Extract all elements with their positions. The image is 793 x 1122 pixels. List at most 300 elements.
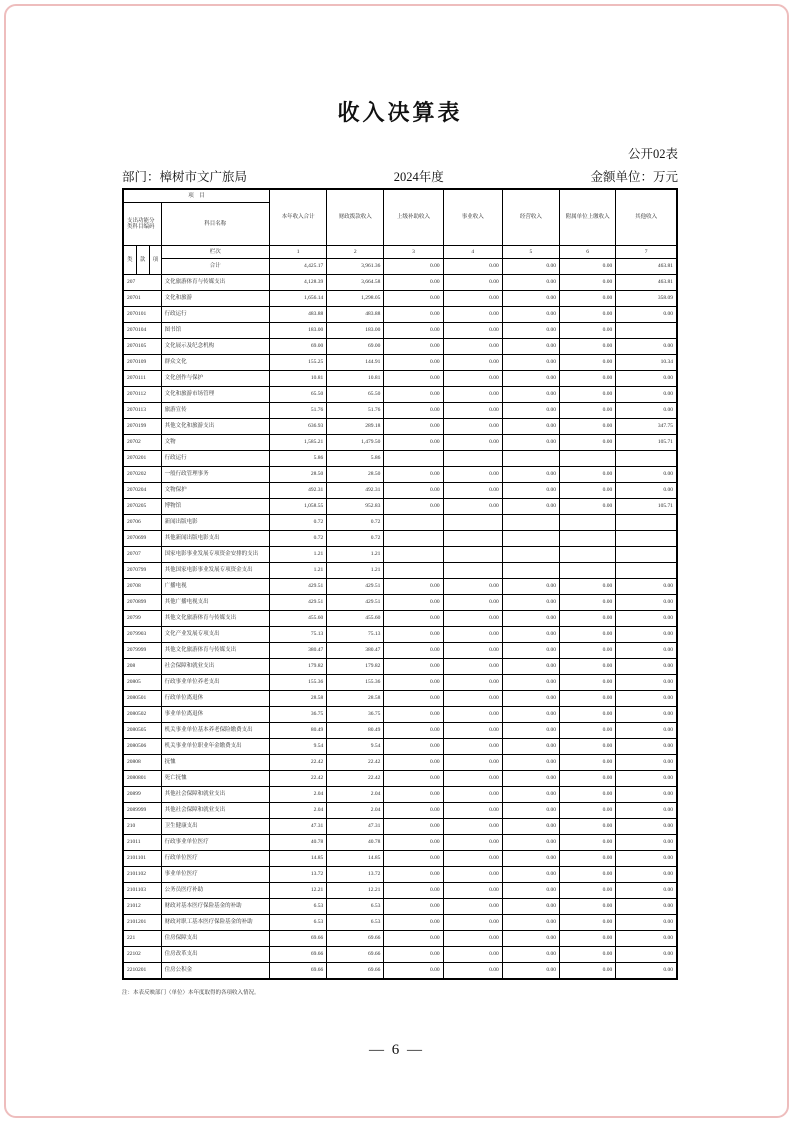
value-col-4: 0.00 bbox=[443, 851, 502, 867]
subject-name: 文化旅游体育与传媒支出 bbox=[161, 275, 269, 291]
subject-code: 2210201 bbox=[123, 963, 161, 980]
value-col-6: 0.00 bbox=[560, 947, 616, 963]
value-col-3: 0.00 bbox=[384, 339, 443, 355]
value-col-1: 13.72 bbox=[269, 867, 326, 883]
value-col-4: 0.00 bbox=[443, 755, 502, 771]
subject-code: 2070205 bbox=[123, 499, 161, 515]
revenue-table bbox=[122, 188, 678, 980]
value-col-5: 0.00 bbox=[502, 659, 559, 675]
value-col-7: 0.00 bbox=[616, 483, 677, 499]
subject-code: 2079999 bbox=[123, 643, 161, 659]
value-col-1: 12.21 bbox=[269, 883, 326, 899]
value-col-7: 0.00 bbox=[616, 307, 677, 323]
table-row bbox=[123, 627, 677, 643]
value-col-1: 6.53 bbox=[269, 899, 326, 915]
value-col-3: 0.00 bbox=[384, 499, 443, 515]
value-col-1: 14.85 bbox=[269, 851, 326, 867]
subject-code: 2080502 bbox=[123, 707, 161, 723]
value-col-7: 0.00 bbox=[616, 771, 677, 787]
subject-name: 其他社会保障和就业支出 bbox=[161, 787, 269, 803]
subject-code: 2070899 bbox=[123, 595, 161, 611]
value-col-5: 0.00 bbox=[502, 483, 559, 499]
value-col-5: 0.00 bbox=[502, 787, 559, 803]
value-col-1: 429.51 bbox=[269, 595, 326, 611]
value-col-6: 0.00 bbox=[560, 931, 616, 947]
value-col-5: 0.00 bbox=[502, 691, 559, 707]
value-col-4: 0.00 bbox=[443, 627, 502, 643]
value-col-3: 0.00 bbox=[384, 899, 443, 915]
value-col-2: 483.88 bbox=[327, 307, 384, 323]
column-number-1: 1 bbox=[269, 246, 326, 259]
subject-code: 2070109 bbox=[123, 355, 161, 371]
subject-name: 群众文化 bbox=[161, 355, 269, 371]
subject-code: 2070101 bbox=[123, 307, 161, 323]
value-col-2: 36.75 bbox=[327, 707, 384, 723]
subject-code: 20706 bbox=[123, 515, 161, 531]
subject-code: 2070199 bbox=[123, 419, 161, 435]
value-col-6: 0.00 bbox=[560, 579, 616, 595]
value-col-6: 0.00 bbox=[560, 851, 616, 867]
value-col-7: 0.00 bbox=[616, 899, 677, 915]
value-col-1: 2.04 bbox=[269, 787, 326, 803]
value-col-2: 144.91 bbox=[327, 355, 384, 371]
value-col-5: 0.00 bbox=[502, 723, 559, 739]
table-row bbox=[123, 899, 677, 915]
column-number-3: 3 bbox=[384, 246, 443, 259]
value-col-5: 0.00 bbox=[502, 931, 559, 947]
value-col-3: 0.00 bbox=[384, 483, 443, 499]
value-col-6: 0.00 bbox=[560, 787, 616, 803]
value-col-4: 0.00 bbox=[443, 803, 502, 819]
value-col-2: 0.72 bbox=[327, 515, 384, 531]
corner-item-label: 项 目 bbox=[123, 189, 269, 203]
subject-name: 文物保护 bbox=[161, 483, 269, 499]
value-col-6: 0.00 bbox=[560, 499, 616, 515]
value-col-3 bbox=[384, 547, 443, 563]
value-col-2: 6.53 bbox=[327, 915, 384, 931]
value-col-7: 0.00 bbox=[616, 403, 677, 419]
value-col-3: 0.00 bbox=[384, 739, 443, 755]
value-col-6: 0.00 bbox=[560, 723, 616, 739]
table-row bbox=[123, 435, 677, 451]
value-col-4: 0.00 bbox=[443, 467, 502, 483]
value-col-6: 0.00 bbox=[560, 963, 616, 980]
value-col-5: 0.00 bbox=[502, 627, 559, 643]
value-col-5: 0.00 bbox=[502, 755, 559, 771]
subject-name: 文化和旅游 bbox=[161, 291, 269, 307]
value-col-7: 105.71 bbox=[616, 499, 677, 515]
table-row bbox=[123, 515, 677, 531]
total-row bbox=[123, 259, 677, 275]
value-col-4: 0.00 bbox=[443, 403, 502, 419]
subject-name: 行政单位医疗 bbox=[161, 851, 269, 867]
value-col-4: 0.00 bbox=[443, 371, 502, 387]
value-col-2: 2.04 bbox=[327, 787, 384, 803]
subject-code: 221 bbox=[123, 931, 161, 947]
value-col-4: 0.00 bbox=[443, 611, 502, 627]
value-col-5: 0.00 bbox=[502, 867, 559, 883]
value-col-4: 0.00 bbox=[443, 723, 502, 739]
table-row bbox=[123, 339, 677, 355]
value-col-3: 0.00 bbox=[384, 419, 443, 435]
value-col-6: 0.00 bbox=[560, 659, 616, 675]
table-row bbox=[123, 323, 677, 339]
column-header-7: 其他收入 bbox=[616, 189, 677, 246]
value-col-2: 455.60 bbox=[327, 611, 384, 627]
value-col-2: 2.04 bbox=[327, 803, 384, 819]
subject-code: 20707 bbox=[123, 547, 161, 563]
value-col-6: 0.00 bbox=[560, 819, 616, 835]
value-col-6: 0.00 bbox=[560, 307, 616, 323]
value-col-3: 0.00 bbox=[384, 675, 443, 691]
subject-name: 住房公积金 bbox=[161, 963, 269, 980]
subject-code: 2101101 bbox=[123, 851, 161, 867]
subject-name: 卫生健康支出 bbox=[161, 819, 269, 835]
value-col-7: 0.00 bbox=[616, 659, 677, 675]
amount-unit-label: 金额单位：万元 bbox=[590, 170, 678, 184]
table-row bbox=[123, 387, 677, 403]
subject-code: 2070699 bbox=[123, 531, 161, 547]
value-col-7: 0.00 bbox=[616, 387, 677, 403]
subject-name: 文化和旅游市场管理 bbox=[161, 387, 269, 403]
value-col-1: 492.31 bbox=[269, 483, 326, 499]
value-col-7: 0.00 bbox=[616, 643, 677, 659]
value-col-1: 1.21 bbox=[269, 563, 326, 579]
subject-name: 行政事业单位医疗 bbox=[161, 835, 269, 851]
value-col-5: 0.00 bbox=[502, 707, 559, 723]
table-row bbox=[123, 755, 677, 771]
subject-name: 一般行政管理事务 bbox=[161, 467, 269, 483]
value-col-6: 0.00 bbox=[560, 435, 616, 451]
value-col-7: 0.00 bbox=[616, 691, 677, 707]
value-col-4: 0.00 bbox=[443, 291, 502, 307]
value-col-1: 69.00 bbox=[269, 339, 326, 355]
subject-code: 2070799 bbox=[123, 563, 161, 579]
value-col-3: 0.00 bbox=[384, 291, 443, 307]
subject-code: 20799 bbox=[123, 611, 161, 627]
value-col-3: 0.00 bbox=[384, 467, 443, 483]
class-label: 类 bbox=[123, 246, 136, 275]
total-value-7: 463.81 bbox=[616, 259, 677, 275]
value-col-2: 69.66 bbox=[327, 931, 384, 947]
value-col-2: 492.31 bbox=[327, 483, 384, 499]
table-row bbox=[123, 851, 677, 867]
section-label: 款 bbox=[136, 246, 149, 275]
value-col-4 bbox=[443, 531, 502, 547]
value-col-3: 0.00 bbox=[384, 755, 443, 771]
table-row bbox=[123, 915, 677, 931]
value-col-5: 0.00 bbox=[502, 419, 559, 435]
value-col-4: 0.00 bbox=[443, 739, 502, 755]
value-col-7 bbox=[616, 531, 677, 547]
subject-code: 2070202 bbox=[123, 467, 161, 483]
subject-code: 2070105 bbox=[123, 339, 161, 355]
subject-name: 事业单位医疗 bbox=[161, 867, 269, 883]
table-code-label: 公开02表 bbox=[627, 147, 678, 161]
value-col-1: 1,585.21 bbox=[269, 435, 326, 451]
value-col-1: 10.81 bbox=[269, 371, 326, 387]
value-col-3 bbox=[384, 451, 443, 467]
subject-name: 博物馆 bbox=[161, 499, 269, 515]
column-number-6: 6 bbox=[560, 246, 616, 259]
value-col-3: 0.00 bbox=[384, 915, 443, 931]
value-col-1: 22.42 bbox=[269, 771, 326, 787]
table-row bbox=[123, 739, 677, 755]
value-col-4: 0.00 bbox=[443, 691, 502, 707]
value-col-6: 0.00 bbox=[560, 675, 616, 691]
value-col-7: 0.00 bbox=[616, 787, 677, 803]
value-col-6: 0.00 bbox=[560, 387, 616, 403]
subject-name: 新闻出版电影 bbox=[161, 515, 269, 531]
table-row bbox=[123, 819, 677, 835]
total-value-3: 0.00 bbox=[384, 259, 443, 275]
value-col-3: 0.00 bbox=[384, 803, 443, 819]
subject-code: 2070112 bbox=[123, 387, 161, 403]
value-col-6: 0.00 bbox=[560, 867, 616, 883]
value-col-6 bbox=[560, 451, 616, 467]
table-row bbox=[123, 563, 677, 579]
value-col-2: 1.21 bbox=[327, 563, 384, 579]
value-col-5: 0.00 bbox=[502, 739, 559, 755]
value-col-1: 22.42 bbox=[269, 755, 326, 771]
value-col-2: 155.36 bbox=[327, 675, 384, 691]
value-col-5: 0.00 bbox=[502, 387, 559, 403]
subject-code: 20708 bbox=[123, 579, 161, 595]
value-col-4: 0.00 bbox=[443, 339, 502, 355]
table-row bbox=[123, 451, 677, 467]
value-col-1: 1,656.14 bbox=[269, 291, 326, 307]
value-col-1: 6.53 bbox=[269, 915, 326, 931]
value-col-2: 47.31 bbox=[327, 819, 384, 835]
subject-code: 20702 bbox=[123, 435, 161, 451]
value-col-5 bbox=[502, 515, 559, 531]
column-number-5: 5 bbox=[502, 246, 559, 259]
total-value-6: 0.00 bbox=[560, 259, 616, 275]
subject-name: 机关事业单位职业年金缴费支出 bbox=[161, 739, 269, 755]
table-row bbox=[123, 275, 677, 291]
value-col-4: 0.00 bbox=[443, 867, 502, 883]
value-col-5: 0.00 bbox=[502, 403, 559, 419]
value-col-2: 80.49 bbox=[327, 723, 384, 739]
value-col-4: 0.00 bbox=[443, 275, 502, 291]
value-col-3 bbox=[384, 515, 443, 531]
subject-name: 其他文化旅游体育与传媒支出 bbox=[161, 611, 269, 627]
value-col-3: 0.00 bbox=[384, 307, 443, 323]
function-code-label: 支出功能分 类科目编码 bbox=[123, 203, 161, 246]
value-col-6: 0.00 bbox=[560, 403, 616, 419]
subject-code: 2070104 bbox=[123, 323, 161, 339]
value-col-5 bbox=[502, 563, 559, 579]
subject-code: 208 bbox=[123, 659, 161, 675]
value-col-5: 0.00 bbox=[502, 595, 559, 611]
subject-code: 2080501 bbox=[123, 691, 161, 707]
value-col-5: 0.00 bbox=[502, 579, 559, 595]
table-row bbox=[123, 291, 677, 307]
value-col-3 bbox=[384, 563, 443, 579]
value-col-4 bbox=[443, 547, 502, 563]
value-col-2: 13.72 bbox=[327, 867, 384, 883]
subject-name-label: 科目名称 bbox=[161, 203, 269, 246]
column-header-4: 事业收入 bbox=[443, 189, 502, 246]
column-number-4: 4 bbox=[443, 246, 502, 259]
header-row-1 bbox=[123, 189, 677, 203]
value-col-3: 0.00 bbox=[384, 323, 443, 339]
value-col-1: 2.04 bbox=[269, 803, 326, 819]
value-col-4: 0.00 bbox=[443, 675, 502, 691]
value-col-1: 36.75 bbox=[269, 707, 326, 723]
value-col-3: 0.00 bbox=[384, 883, 443, 899]
value-col-7: 0.00 bbox=[616, 819, 677, 835]
value-col-4: 0.00 bbox=[443, 579, 502, 595]
value-col-1: 5.86 bbox=[269, 451, 326, 467]
value-col-7: 0.00 bbox=[616, 707, 677, 723]
subject-name: 文化产业发展专项支出 bbox=[161, 627, 269, 643]
subject-code: 2070111 bbox=[123, 371, 161, 387]
value-col-7: 0.00 bbox=[616, 883, 677, 899]
value-col-2: 65.50 bbox=[327, 387, 384, 403]
value-col-5: 0.00 bbox=[502, 675, 559, 691]
value-col-2: 69.00 bbox=[327, 339, 384, 355]
table-row bbox=[123, 963, 677, 980]
value-col-1: 51.76 bbox=[269, 403, 326, 419]
value-col-1: 0.72 bbox=[269, 515, 326, 531]
table-row bbox=[123, 931, 677, 947]
value-col-1: 28.58 bbox=[269, 691, 326, 707]
value-col-3: 0.00 bbox=[384, 867, 443, 883]
value-col-6: 0.00 bbox=[560, 595, 616, 611]
value-col-2: 22.42 bbox=[327, 771, 384, 787]
value-col-5: 0.00 bbox=[502, 803, 559, 819]
subject-code: 20701 bbox=[123, 291, 161, 307]
subject-name: 住房保障支出 bbox=[161, 931, 269, 947]
value-col-4: 0.00 bbox=[443, 883, 502, 899]
value-col-6: 0.00 bbox=[560, 355, 616, 371]
value-col-7: 0.00 bbox=[616, 579, 677, 595]
value-col-2: 429.51 bbox=[327, 579, 384, 595]
table-row bbox=[123, 867, 677, 883]
table-row bbox=[123, 659, 677, 675]
column-header-1: 本年收入合计 bbox=[269, 189, 326, 246]
value-col-7: 0.00 bbox=[616, 371, 677, 387]
value-col-7 bbox=[616, 515, 677, 531]
subject-name: 国家电影事业发展专项资金安排的支出 bbox=[161, 547, 269, 563]
total-value-4: 0.00 bbox=[443, 259, 502, 275]
value-col-7: 0.00 bbox=[616, 627, 677, 643]
subject-name: 住房改革支出 bbox=[161, 947, 269, 963]
value-col-3: 0.00 bbox=[384, 595, 443, 611]
value-col-3: 0.00 bbox=[384, 579, 443, 595]
value-col-3: 0.00 bbox=[384, 275, 443, 291]
table-row bbox=[123, 547, 677, 563]
department-label: 部门：樟树市文广旅局 bbox=[122, 170, 248, 184]
value-col-1: 65.50 bbox=[269, 387, 326, 403]
column-header-2: 财政拨款收入 bbox=[327, 189, 384, 246]
subject-name: 行政单位离退休 bbox=[161, 691, 269, 707]
value-col-6: 0.00 bbox=[560, 627, 616, 643]
value-col-1: 155.25 bbox=[269, 355, 326, 371]
value-col-5: 0.00 bbox=[502, 435, 559, 451]
table-meta-row bbox=[122, 167, 678, 185]
subject-code: 2079903 bbox=[123, 627, 161, 643]
value-col-7: 0.00 bbox=[616, 851, 677, 867]
value-col-1: 47.31 bbox=[269, 819, 326, 835]
subject-code: 2101103 bbox=[123, 883, 161, 899]
value-col-5: 0.00 bbox=[502, 323, 559, 339]
value-col-6: 0.00 bbox=[560, 483, 616, 499]
value-col-4: 0.00 bbox=[443, 435, 502, 451]
table-row bbox=[123, 499, 677, 515]
value-col-2: 69.66 bbox=[327, 947, 384, 963]
value-col-5: 0.00 bbox=[502, 275, 559, 291]
value-col-4 bbox=[443, 563, 502, 579]
value-col-6 bbox=[560, 515, 616, 531]
value-col-5: 0.00 bbox=[502, 819, 559, 835]
value-col-3 bbox=[384, 531, 443, 547]
subject-code: 21012 bbox=[123, 899, 161, 915]
subject-code: 207 bbox=[123, 275, 161, 291]
table-row bbox=[123, 883, 677, 899]
value-col-7: 358.09 bbox=[616, 291, 677, 307]
value-col-2: 5.86 bbox=[327, 451, 384, 467]
value-col-6: 0.00 bbox=[560, 339, 616, 355]
value-col-1: 9.54 bbox=[269, 739, 326, 755]
table-row bbox=[123, 707, 677, 723]
value-col-4: 0.00 bbox=[443, 499, 502, 515]
value-col-2: 3,664.58 bbox=[327, 275, 384, 291]
table-row bbox=[123, 787, 677, 803]
subject-name: 机关事业单位基本养老保险缴费支出 bbox=[161, 723, 269, 739]
value-col-4: 0.00 bbox=[443, 931, 502, 947]
value-col-2: 183.00 bbox=[327, 323, 384, 339]
value-col-6 bbox=[560, 547, 616, 563]
value-col-3: 0.00 bbox=[384, 387, 443, 403]
subject-name: 文化创作与保护 bbox=[161, 371, 269, 387]
value-col-1: 179.82 bbox=[269, 659, 326, 675]
subject-name: 文化展示及纪念机构 bbox=[161, 339, 269, 355]
value-col-7: 0.00 bbox=[616, 947, 677, 963]
value-col-5: 0.00 bbox=[502, 291, 559, 307]
value-col-2: 1,298.05 bbox=[327, 291, 384, 307]
value-col-7: 0.00 bbox=[616, 963, 677, 980]
value-col-5: 0.00 bbox=[502, 963, 559, 980]
subject-name: 抚恤 bbox=[161, 755, 269, 771]
value-col-2: 1,479.50 bbox=[327, 435, 384, 451]
value-col-1: 155.36 bbox=[269, 675, 326, 691]
subject-code: 2080506 bbox=[123, 739, 161, 755]
value-col-2: 380.47 bbox=[327, 643, 384, 659]
value-col-6: 0.00 bbox=[560, 915, 616, 931]
total-label: 合计 bbox=[161, 259, 269, 275]
item-label: 项 bbox=[149, 246, 161, 275]
subject-code: 22102 bbox=[123, 947, 161, 963]
column-number-2: 2 bbox=[327, 246, 384, 259]
value-col-1: 183.00 bbox=[269, 323, 326, 339]
total-value-2: 3,961.36 bbox=[327, 259, 384, 275]
value-col-3: 0.00 bbox=[384, 963, 443, 980]
value-col-7 bbox=[616, 451, 677, 467]
value-col-4: 0.00 bbox=[443, 483, 502, 499]
value-col-1: 69.66 bbox=[269, 963, 326, 980]
value-col-1: 636.93 bbox=[269, 419, 326, 435]
value-col-4: 0.00 bbox=[443, 595, 502, 611]
document-page bbox=[122, 0, 678, 996]
value-col-7: 347.75 bbox=[616, 419, 677, 435]
value-col-3: 0.00 bbox=[384, 403, 443, 419]
value-col-5: 0.00 bbox=[502, 947, 559, 963]
value-col-2: 10.81 bbox=[327, 371, 384, 387]
subject-code: 2089999 bbox=[123, 803, 161, 819]
table-row bbox=[123, 691, 677, 707]
